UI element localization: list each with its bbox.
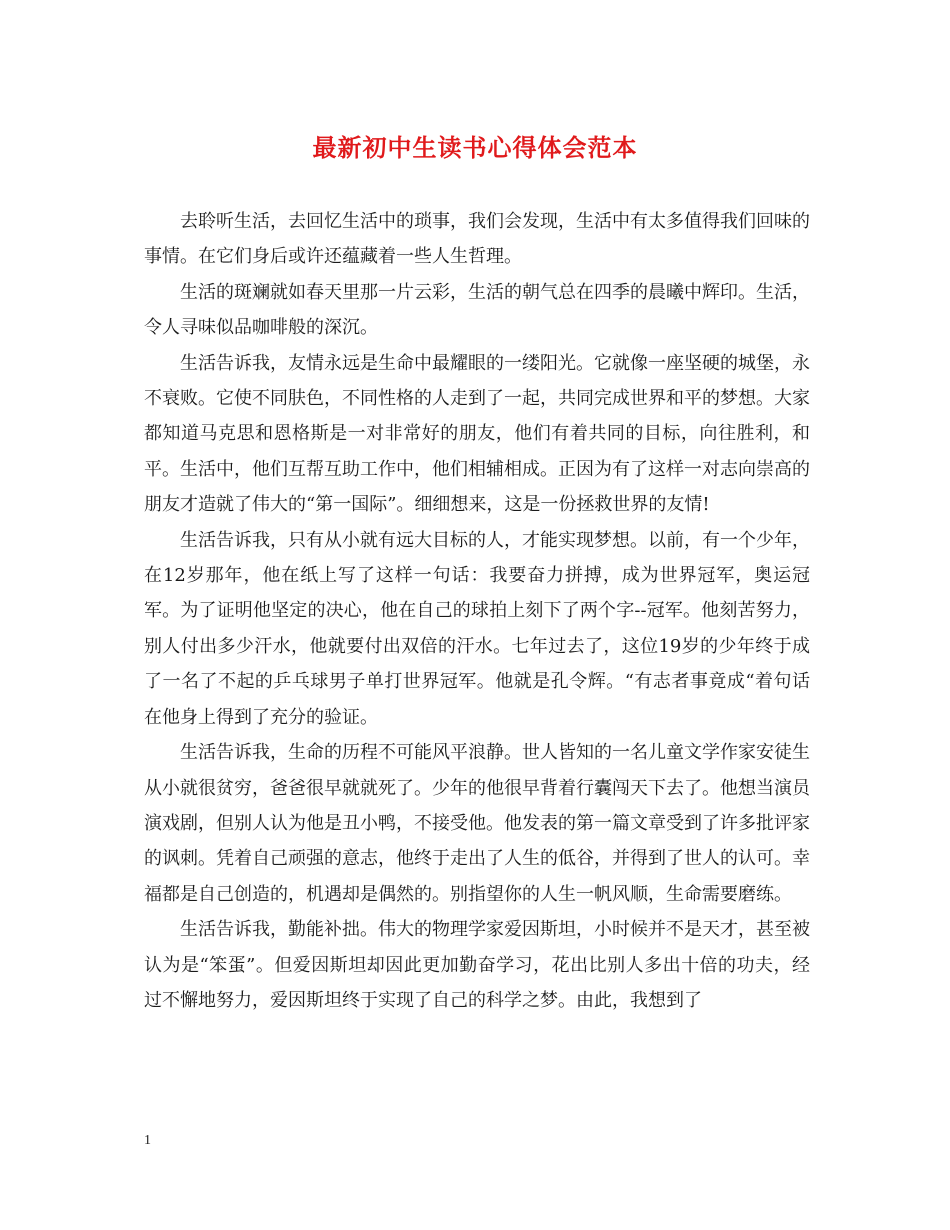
paragraph-3: 生活告诉我，友情永远是生命中最耀眼的一缕阳光。它就像一座坚硬的城堡，永不衰败。它使不同肤色，不同性格的人走到了一起，共同完成世界和平的梦想。大家都知道马克思和恩格斯是一对非常好的朋友，他们有着共同的目标，向往胜利，和平。生活中，他们互帮互助工作中，他们相辅相成。正因为有了这样一对志向崇高的朋友才造就了伟大的“第一国际”。细细想来，这是一份拯救世界的友情!: [144, 352, 810, 516]
paragraph-6: 生活告诉我，勤能补拙。伟大的物理学家爱因斯坦，小时候并不是天才，甚至被认为是“笨蛋”。但爱因斯坦却因此更加勤奋学习，花出比别人多出十倍的功夫，经过不懈地努力，爱因斯坦终于实现了自己的科学之梦。由此，我想到了: [144, 919, 810, 1011]
page-number: 1: [144, 1133, 151, 1148]
document-title: 最新初中生读书心得体会范本: [312, 134, 638, 162]
document-body: [144, 204, 810, 1018]
paragraph-1: 去聆听生活，去回忆生活中的琐事，我们会发现，生活中有太多值得我们回味的事情。在它们身后或许还蕴藏着一些人生哲理。: [144, 211, 810, 268]
paragraph-5: 生活告诉我，生命的历程不可能风平浪静。世人皆知的一名儿童文学作家安徒生从小就很贫穷，爸爸很早就就死了。少年的他很早背着行囊闯天下去了。他想当演员演戏剧，但别人认为他是丑小鸭，不接受他。他发表的第一篇文章受到了许多批评家的讽刺。凭着自己顽强的意志，他终于走出了人生的低谷，并得到了世人的认可。幸福都是自己创造的，机遇却是偶然的。别指望你的人生一帆风顺，生命需要磨练。: [144, 742, 810, 905]
paragraph-4: 生活告诉我，只有从小就有远大目标的人，才能实现梦想。以前，有一个少年，在12岁那年，他在纸上写了这样一句话：我要奋力拼搏，成为世界冠军，奥运冠军。为了证明他坚定的决心，他在自己的球拍上刻下了两个字--冠军。他刻苦努力，别人付出多少汗水，他就要付出双倍的汗水。七年过去了，这位19岁的少年终于成了一名了不起的乒乓球男子单打世界冠军。他就是孔令辉。“有志者事竟成“着句话在他身上得到了充分的验证。: [144, 529, 810, 728]
paragraph-2: 生活的斑斓就如春天里那一片云彩，生活的朝气总在四季的晨曦中辉印。生活，令人寻味似品咖啡般的深沉。: [144, 281, 810, 339]
